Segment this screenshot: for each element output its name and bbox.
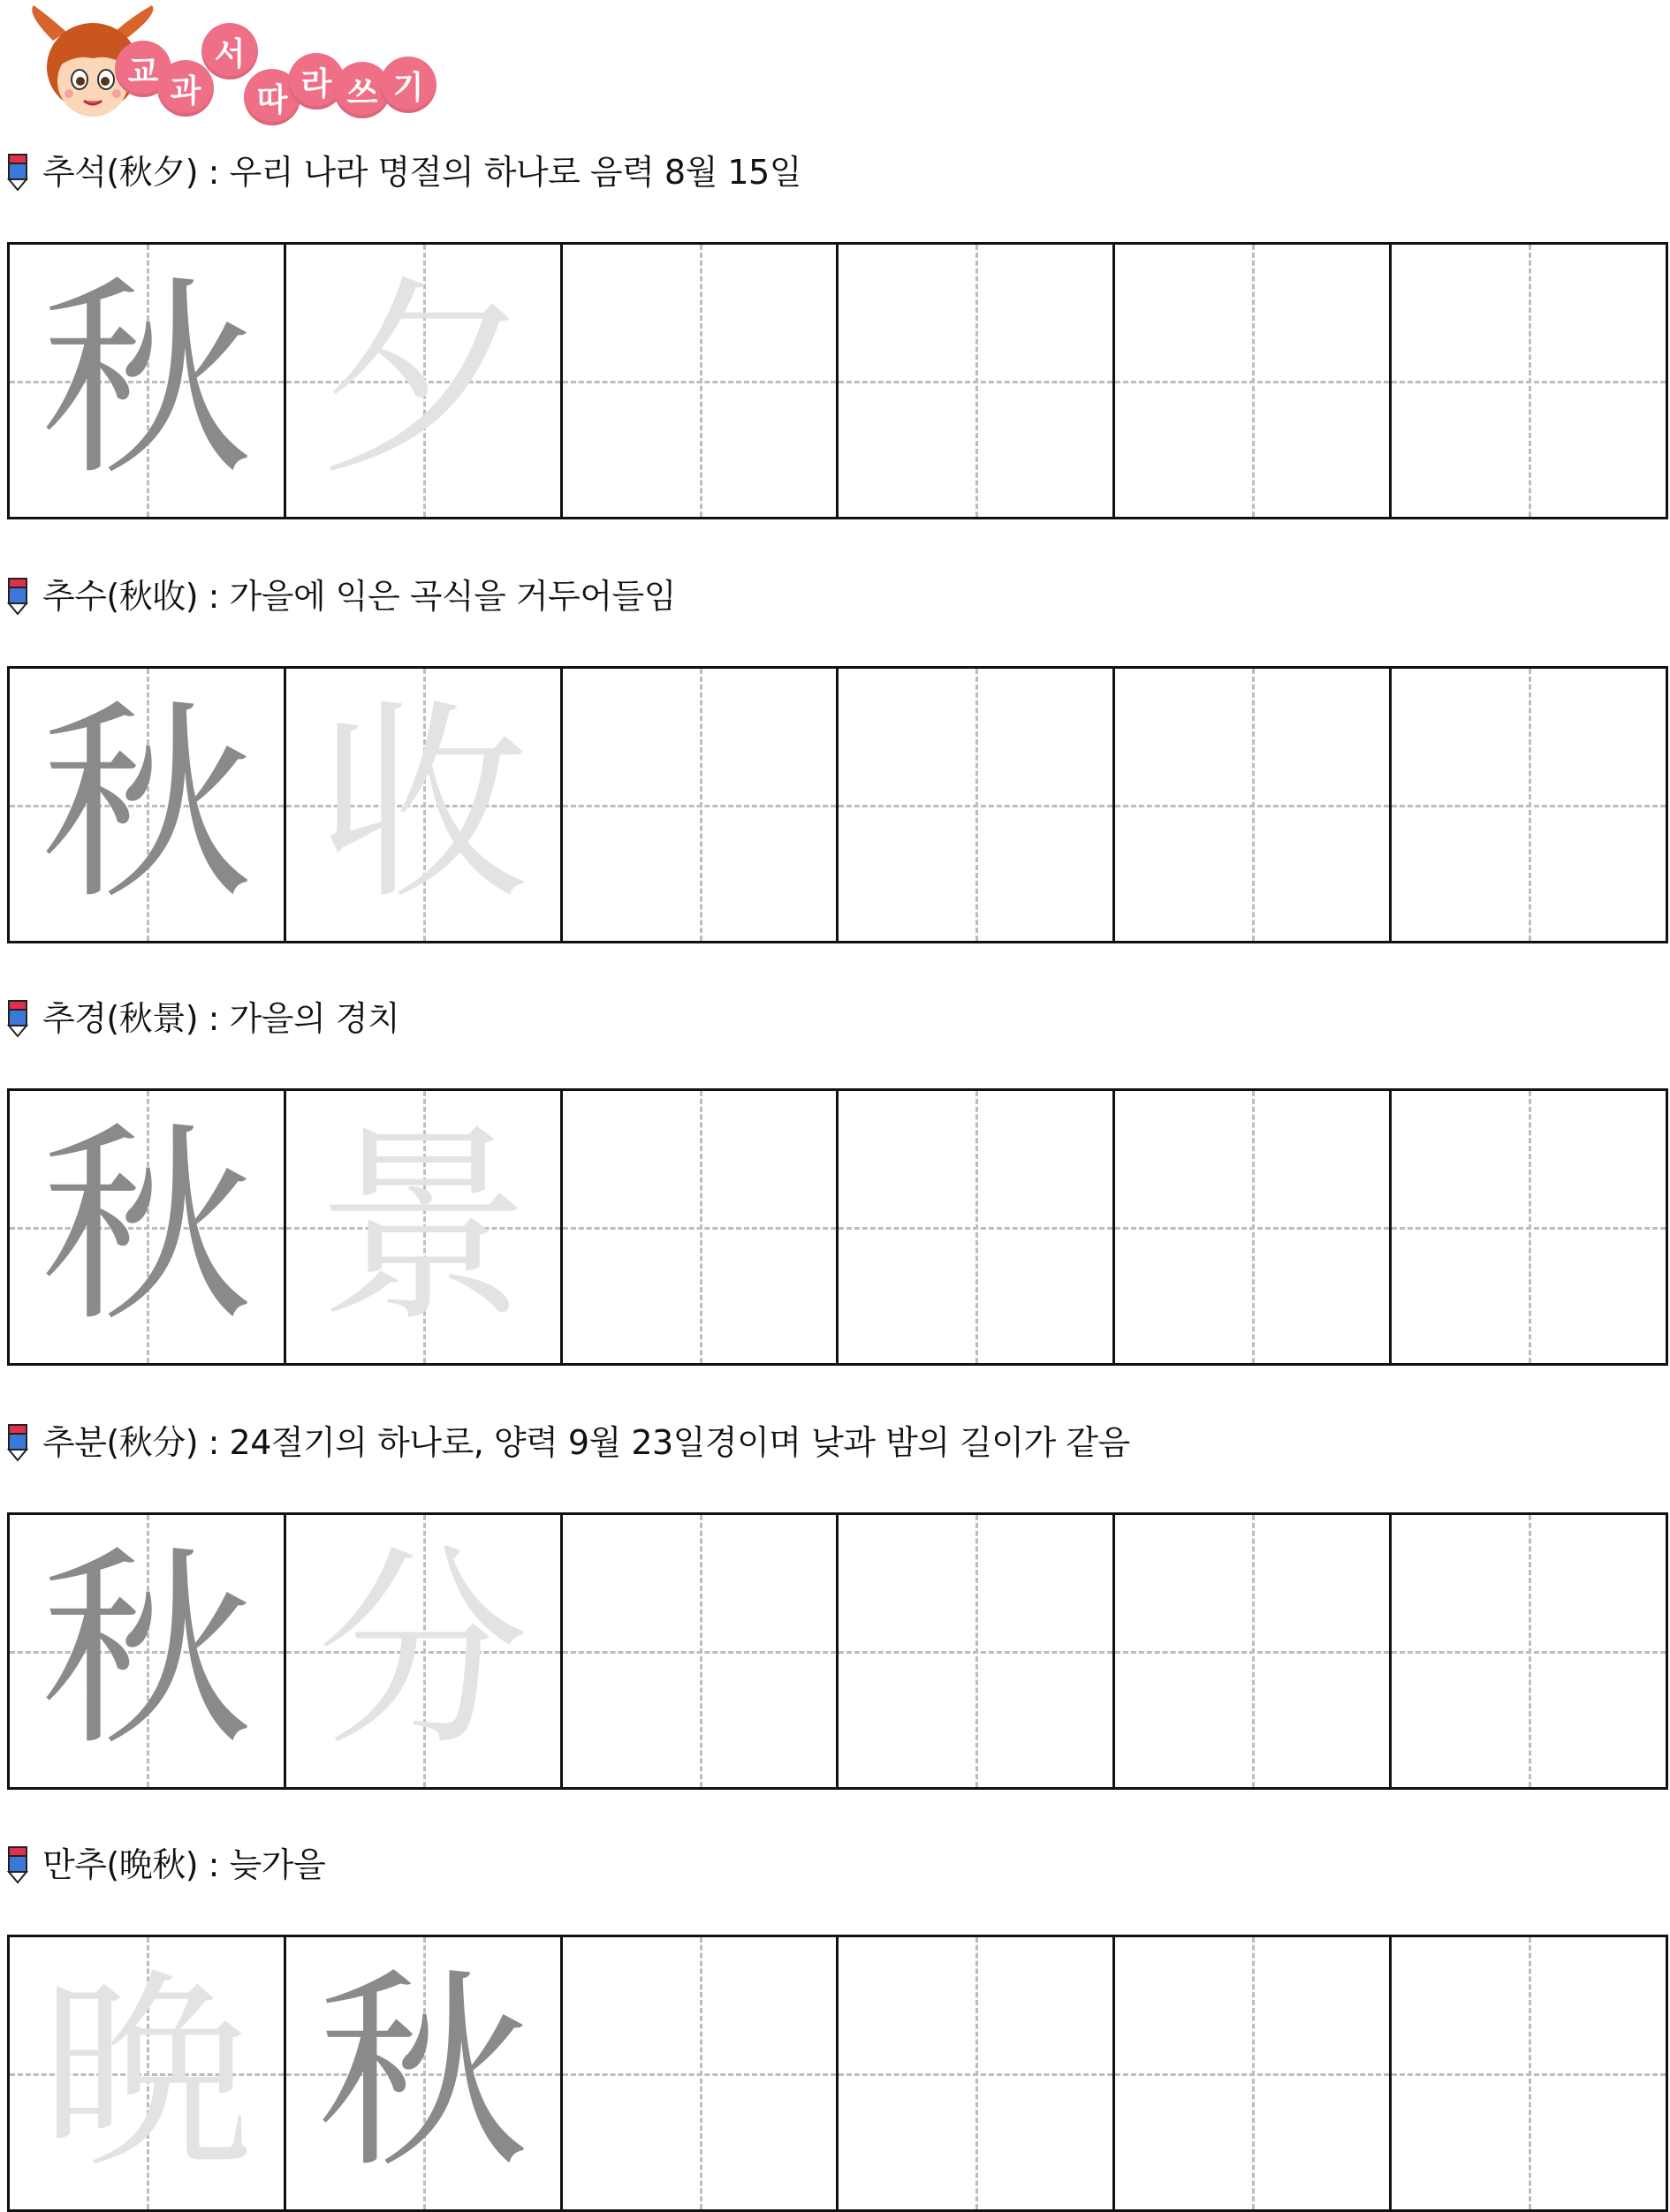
practice-cell-blank[interactable] bbox=[1115, 669, 1392, 941]
practice-cell-blank[interactable] bbox=[563, 669, 839, 941]
trace-character: 晩 bbox=[40, 1950, 253, 2197]
practice-section bbox=[0, 996, 1670, 1366]
pencil-bullet-icon bbox=[5, 577, 30, 616]
practice-cell-model bbox=[286, 1515, 563, 1787]
practice-cell-blank[interactable] bbox=[563, 1515, 839, 1787]
section-heading-text: 추석(秋夕) : 우리 나라 명절의 하나로 음력 8월 15일 bbox=[42, 153, 801, 192]
horizontal-guide-line bbox=[563, 1651, 837, 1654]
section-heading-text: 추분(秋分) : 24절기의 하나로, 양력 9월 23일경이며 낮과 밤의 길이가 같음 bbox=[42, 1423, 1130, 1462]
horizontal-guide-line bbox=[839, 1227, 1112, 1230]
section-heading bbox=[5, 1420, 1130, 1465]
practice-cell-model bbox=[10, 1091, 286, 1363]
horizontal-guide-line bbox=[563, 805, 837, 807]
horizontal-guide-line bbox=[839, 2073, 1112, 2076]
practice-cell-blank[interactable] bbox=[839, 1515, 1115, 1787]
writing-grid bbox=[7, 1512, 1668, 1790]
worksheet-logo bbox=[27, 5, 486, 138]
horizontal-guide-line bbox=[1115, 381, 1389, 383]
logo-syllable-3: 서 bbox=[201, 23, 258, 80]
practice-cell-blank[interactable] bbox=[839, 1091, 1115, 1363]
practice-cell-model bbox=[286, 1091, 563, 1363]
model-character: 秋 bbox=[316, 1950, 529, 2197]
trace-character: 收 bbox=[316, 681, 529, 928]
practice-cell-model bbox=[10, 1515, 286, 1787]
section-heading bbox=[5, 150, 801, 194]
horizontal-guide-line bbox=[1392, 2073, 1666, 2076]
horizontal-guide-line bbox=[839, 805, 1112, 807]
logo-syllable-4: 따 bbox=[244, 69, 300, 125]
model-character: 秋 bbox=[40, 1103, 253, 1351]
practice-cell-model bbox=[10, 1937, 286, 2209]
horizontal-guide-line bbox=[563, 2073, 837, 2076]
trace-character: 夕 bbox=[316, 257, 529, 504]
practice-cell-model bbox=[286, 1937, 563, 2209]
pencil-bullet-icon bbox=[5, 999, 30, 1038]
logo-syllable-1: 교 bbox=[115, 41, 171, 97]
practice-section bbox=[0, 1420, 1670, 1790]
practice-cell-blank[interactable] bbox=[1392, 1091, 1666, 1363]
practice-cell-model bbox=[286, 245, 563, 517]
practice-section bbox=[0, 150, 1670, 519]
horizontal-guide-line bbox=[563, 381, 837, 383]
practice-cell-model bbox=[286, 669, 563, 941]
practice-cell-blank[interactable] bbox=[1392, 1515, 1666, 1787]
horizontal-guide-line bbox=[1392, 1651, 1666, 1654]
horizontal-guide-line bbox=[839, 1651, 1112, 1654]
horizontal-guide-line bbox=[1115, 1227, 1389, 1230]
practice-section bbox=[0, 1843, 1670, 2212]
practice-cell-blank[interactable] bbox=[563, 1091, 839, 1363]
pencil-bullet-icon bbox=[5, 1423, 30, 1462]
horizontal-guide-line bbox=[1392, 1227, 1666, 1230]
practice-cell-blank[interactable] bbox=[1115, 245, 1392, 517]
trace-character: 分 bbox=[316, 1527, 529, 1775]
model-character: 秋 bbox=[40, 1527, 253, 1775]
horizontal-guide-line bbox=[1115, 1651, 1389, 1654]
horizontal-guide-line bbox=[563, 1227, 837, 1230]
pencil-bullet-icon bbox=[5, 1845, 30, 1884]
logo-syllable-7: 기 bbox=[380, 57, 436, 113]
horizontal-guide-line bbox=[1115, 805, 1389, 807]
section-heading bbox=[5, 1843, 325, 1887]
practice-cell-blank[interactable] bbox=[839, 669, 1115, 941]
model-character: 秋 bbox=[40, 681, 253, 928]
practice-cell-blank[interactable] bbox=[563, 245, 839, 517]
trace-character: 景 bbox=[316, 1103, 529, 1351]
writing-grid bbox=[7, 1088, 1668, 1366]
practice-cell-blank[interactable] bbox=[1115, 1937, 1392, 2209]
horizontal-guide-line bbox=[839, 381, 1112, 383]
section-heading bbox=[5, 574, 676, 618]
practice-cell-blank[interactable] bbox=[1392, 669, 1666, 941]
practice-cell-blank[interactable] bbox=[563, 1937, 839, 2209]
logo-syllable-6: 쓰 bbox=[334, 62, 391, 118]
practice-cell-blank[interactable] bbox=[1392, 245, 1666, 517]
section-heading-text: 추수(秋收) : 가을에 익은 곡식을 거두어들임 bbox=[42, 577, 676, 616]
practice-section bbox=[0, 574, 1670, 943]
practice-cell-blank[interactable] bbox=[1392, 1937, 1666, 2209]
horizontal-guide-line bbox=[1115, 2073, 1389, 2076]
pencil-bullet-icon bbox=[5, 153, 30, 192]
horizontal-guide-line bbox=[1392, 805, 1666, 807]
practice-cell-model bbox=[10, 669, 286, 941]
logo-syllable-5: 라 bbox=[288, 53, 345, 110]
section-heading bbox=[5, 996, 399, 1041]
writing-grid bbox=[7, 1935, 1668, 2212]
practice-cell-model bbox=[10, 245, 286, 517]
practice-cell-blank[interactable] bbox=[839, 1937, 1115, 2209]
writing-grid bbox=[7, 666, 1668, 943]
section-heading-text: 만추(晩秋) : 늦가을 bbox=[42, 1845, 326, 1884]
logo-syllable-2: 과 bbox=[157, 60, 214, 117]
model-character: 秋 bbox=[40, 257, 253, 504]
practice-cell-blank[interactable] bbox=[1115, 1091, 1392, 1363]
writing-grid bbox=[7, 242, 1668, 519]
practice-cell-blank[interactable] bbox=[1115, 1515, 1392, 1787]
practice-cell-blank[interactable] bbox=[839, 245, 1115, 517]
horizontal-guide-line bbox=[1392, 381, 1666, 383]
section-heading-text: 추경(秋景) : 가을의 경치 bbox=[42, 999, 400, 1038]
